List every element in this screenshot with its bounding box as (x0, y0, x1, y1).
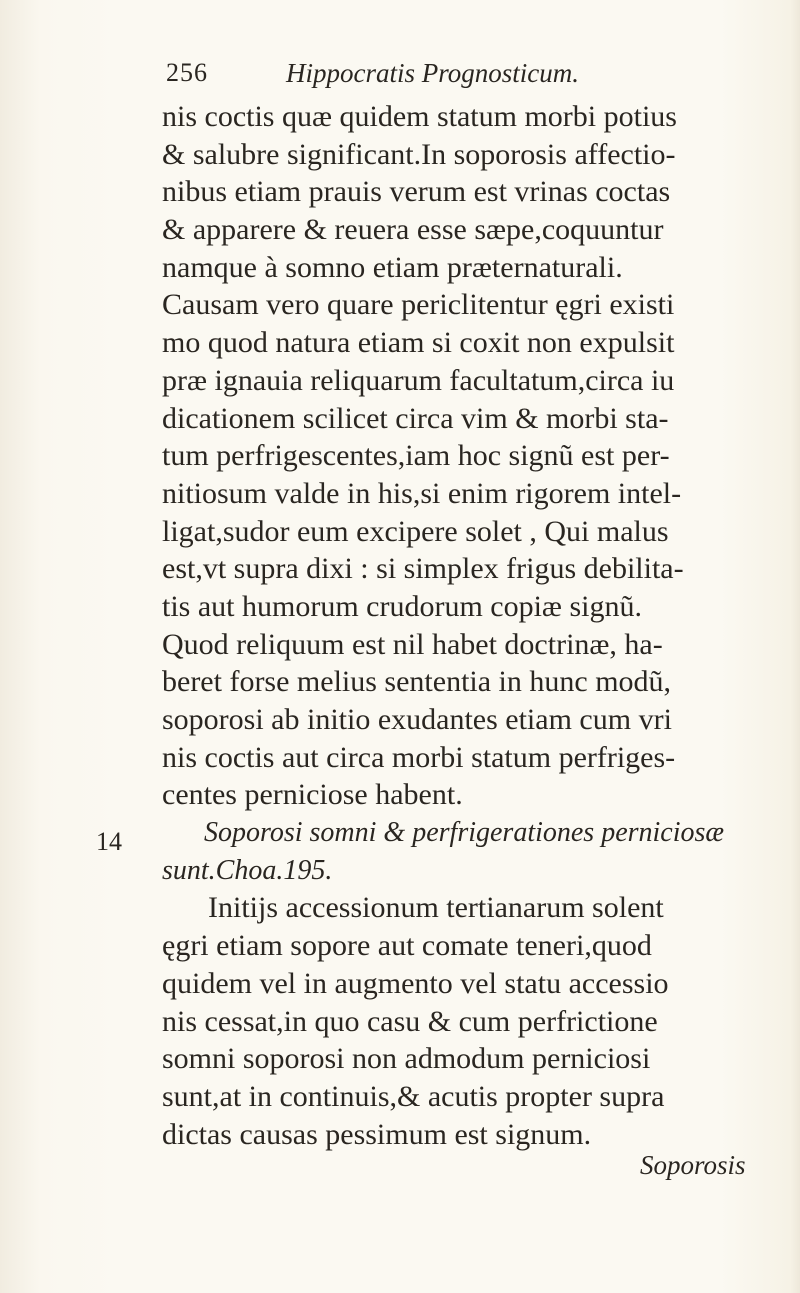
text-line: mo quod natura etiam si coxit non expulsit (162, 326, 675, 360)
text-line: est,vt supra dixi : si simplex frigus debilita- (162, 552, 684, 586)
text-line: centes perniciose habent. (162, 778, 463, 812)
body-text (162, 98, 762, 1153)
text-line: beret forse melius sententia in hunc modũ, (162, 665, 672, 699)
text-line: præ ignauia reliquarum facultatum,circa iu (162, 363, 675, 397)
text-line: nibus etiam prauis verum est vrinas coctas (162, 175, 671, 209)
text-line: soporosi ab initio exudantes etiam cum vri (162, 703, 672, 736)
commentary-line: quidem vel in augmento vel statu accessio (162, 966, 669, 1000)
text-line: nis coctis aut circa morbi statum perfriges- (162, 740, 676, 774)
commentary-line: sunt,at in continuis,& acutis propter supra (162, 1079, 665, 1113)
running-head: Hippocratis Prognosticum. (286, 58, 579, 88)
text-line: tum perfrigescentes,iam hoc signũ est per- (162, 439, 670, 473)
text-line: ligat,sudor eum excipere solet , Qui malus (162, 514, 669, 548)
text-line: & salubre significant.In soporosis affectio- (162, 137, 676, 171)
text-line: dicationem scilicet circa vim & morbi sta- (162, 401, 669, 435)
text-line: namque à somno etiam præternaturali. (162, 250, 623, 284)
commentary-line: nis cessat,in quo casu & cum perfrictione (162, 1004, 658, 1038)
commentary-line: somni soporosi non admodum perniciosi (162, 1042, 651, 1076)
commentary-line: dictas causas pessimum est signum. (162, 1117, 592, 1151)
commentary-line: Initijs accessionum tertianarum solent (208, 891, 664, 925)
commentary-line: ęgri etiam sopore aut comate teneri,quod (162, 929, 652, 963)
catchword: Soporosis (640, 1150, 746, 1180)
text-line: & apparere & reuera esse sæpe,coquuntur (162, 213, 664, 247)
page-header (166, 58, 726, 98)
text-line: tis aut humorum crudorum copiæ signũ. (162, 589, 642, 623)
margin-number: 14 (96, 827, 122, 856)
text-line: Quod reliquum est nil habet doctrinæ, ha- (162, 627, 663, 661)
text-line: nitiosum valde in his,si enim rigorem intel- (162, 476, 682, 510)
text-line: nis coctis quæ quidem statum morbi potius (162, 100, 677, 133)
text-line: Causam vero quare periclitentur ęgri existi (162, 288, 675, 322)
aphorism-line: sunt.Choa.195. (162, 854, 333, 886)
aphorism-line: Soporosi somni & perfrigerationes perniciosæ (204, 817, 725, 849)
page-number: 256 (166, 58, 208, 87)
